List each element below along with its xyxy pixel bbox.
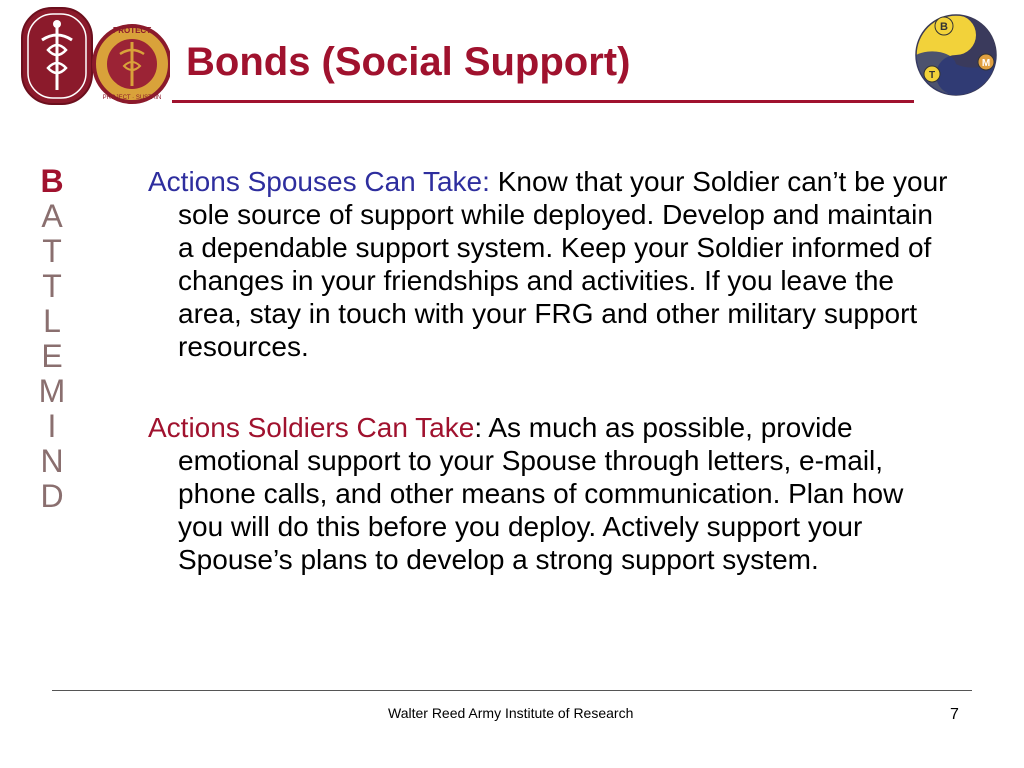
soldiers-lead: Actions Soldiers Can Take <box>148 412 475 443</box>
soldiers-paragraph <box>148 411 948 576</box>
battlemind-letter: T <box>42 233 62 269</box>
logo-letter-t: T <box>928 70 936 81</box>
battlemind-letter-b: B <box>40 163 64 199</box>
page-title: Bonds (Social Support) <box>186 40 631 84</box>
battlemind-letter: M <box>38 373 66 409</box>
left-logos <box>20 6 170 112</box>
logo-lettering-bottom: PROJECT · SUSTAIN <box>102 95 162 101</box>
battlemind-letter: E <box>41 338 63 374</box>
battlemind-letter: A <box>41 198 63 234</box>
battlemind-letter: T <box>42 268 62 304</box>
battlemind-letter: D <box>40 478 64 514</box>
battlemind-letter: N <box>40 443 64 479</box>
protect-sustain-emblem-icon <box>94 26 170 102</box>
battlemind-letter: I <box>47 408 57 444</box>
footer-divider <box>52 690 972 691</box>
spouses-paragraph <box>148 165 948 363</box>
medical-caduceus-seal-icon <box>22 8 92 104</box>
soldiers-body: As much as possible, provide emotional support to your Spouse through letters, e-mail, phone calls, and other means of communication. Plan how you will do this before you deploy. Actively support your Spouse’s plans to develop a strong support system. <box>178 412 904 575</box>
btm-yin-yang-logo-icon <box>908 12 1004 98</box>
spouses-body: Know that your Soldier can’t be your sole source of support while deployed. Develop and maintain a dependable support system. Keep your Soldier informed of changes in your friendships and activities. If you leave the area, stay in touch with your FRG and other military support resources. <box>178 166 948 362</box>
logo-lettering: PROTECT <box>112 26 152 35</box>
title-divider <box>172 100 914 103</box>
slide-content <box>148 165 948 576</box>
spouses-lead: Actions Spouses Can Take <box>148 166 483 197</box>
battlemind-letter: L <box>43 303 61 339</box>
page-number: 7 <box>950 706 959 723</box>
battlemind-vertical <box>28 164 76 514</box>
logo-letter-m: M <box>981 58 991 69</box>
logo-letter-b: B <box>940 21 948 33</box>
soldiers-colon: : <box>474 412 483 443</box>
footer-org: Walter Reed Army Institute of Research <box>388 705 634 721</box>
spouses-colon: : <box>482 166 490 197</box>
